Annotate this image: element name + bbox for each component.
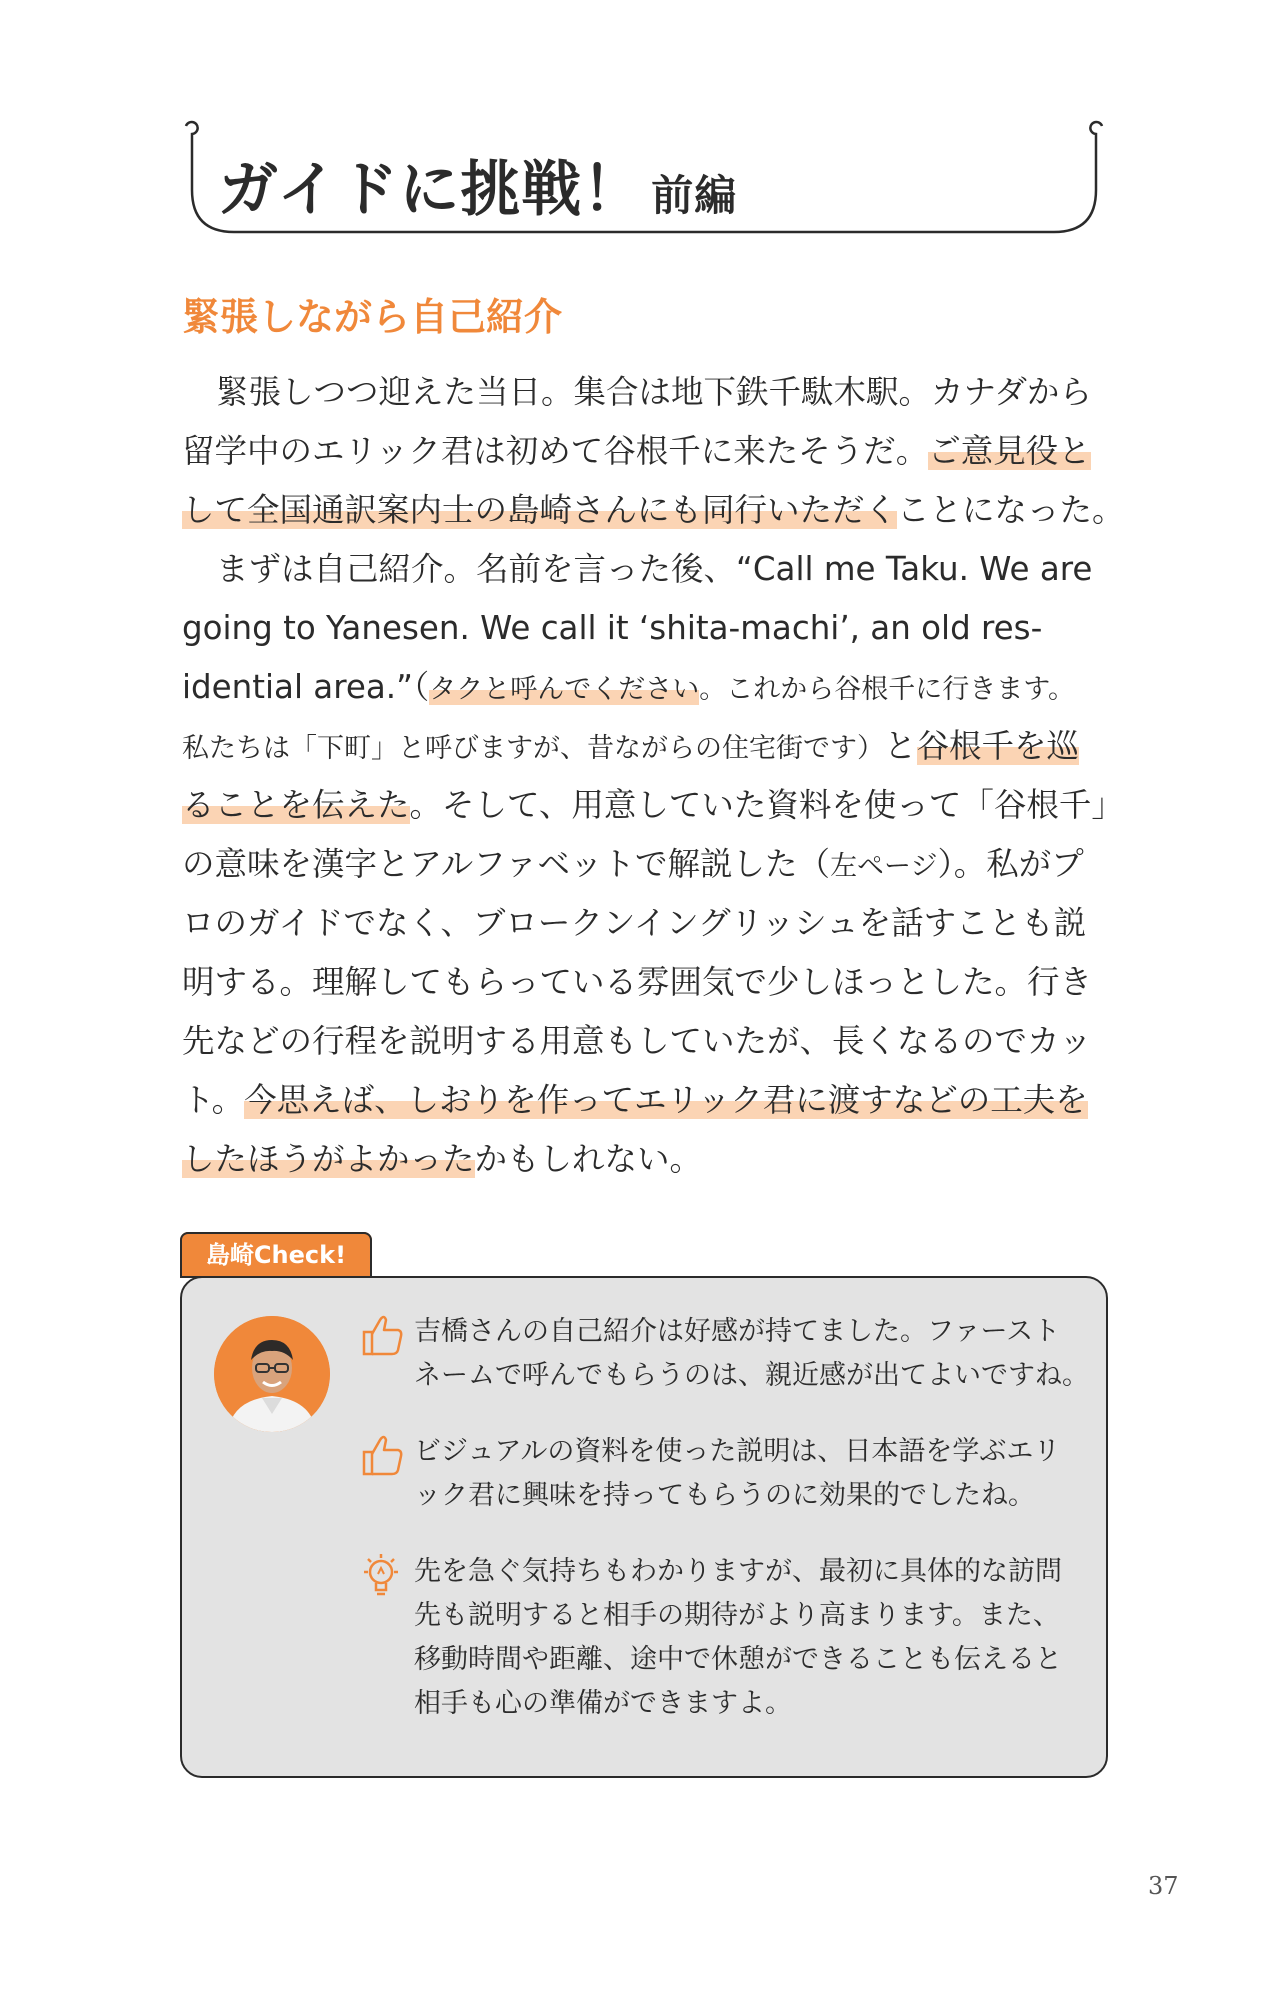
title-frame [178, 120, 1110, 238]
tip-text: 吉橋さんの自己紹介は好感が持てました。ファースト ネームで呼んでもらうのは、親近感が出てよいですね。 [414, 1316, 1089, 1391]
page-title-main: ガイドに挑戦！ [218, 155, 644, 225]
body-line: 明する。理解してもらっている雰囲気で少しほっとした。行き [182, 963, 1093, 1001]
lightbulb-icon [356, 1550, 406, 1600]
body-line: の意味を漢字とアルファベットで解説した（左ページ）。私がプ [182, 845, 1084, 883]
tip-text: ビジュアルの資料を使った説明は、日本語を学ぶエリ ック君に興味を持ってもらうのに効果的でしたね。 [414, 1436, 1061, 1511]
page-title [218, 142, 737, 228]
body-line: ロのガイドでなく、ブロークンイングリッシュを話すことも説 [182, 904, 1087, 942]
page-number: 37 [1148, 1872, 1179, 1900]
tip-text: 先を急ぐ気持ちもわかりますが、最初に具体的な訪問 先も説明すると相手の期待がより高まります。また、 移動時間や距離、途中で休憩ができることも伝えると 相手も心の準備ができますよ。 [414, 1556, 1062, 1719]
highlight: して全国通訳案内士の島崎さんにも同行いただく [182, 491, 898, 529]
body-line: したほうがよかったかもしれない。 [182, 1140, 703, 1178]
section-heading: 緊張しながら自己紹介 [182, 295, 563, 339]
person-portrait-icon [214, 1316, 330, 1432]
highlight: 谷根千を巡 [916, 727, 1080, 765]
body-line: 緊張しつつ迎えた当日。集合は地下鉄千駄木駅。カナダから [216, 373, 1092, 411]
highlight: 今思えば、しおりを作ってエリック君に渡すなどの工夫を [244, 1081, 1088, 1119]
body-line: まずは自己紹介。名前を言った後、“Call me Taku. We are [216, 550, 1093, 588]
body-line: 先などの行程を説明する用意もしていたが、長くなるのでカッ [182, 1022, 1092, 1060]
avatar [214, 1316, 330, 1432]
body-line: going to Yanesen. We call it ‘shita-machi’, an old res- [182, 609, 1043, 647]
body-line: ト。今思えば、しおりを作ってエリック君に渡すなどの工夫を [182, 1081, 1088, 1119]
thumbs-up-icon [356, 1310, 406, 1360]
body-line: して全国通訳案内士の島崎さんにも同行いただくことになった。 [182, 491, 1125, 529]
body-line: 私たちは「下町」と呼びますが、昔ながらの住宅街です）と谷根千を巡 [182, 727, 1080, 765]
check-label: 島崎Check! [180, 1232, 372, 1278]
thumbs-up-icon [356, 1430, 406, 1480]
highlight: ることを伝えた [182, 786, 410, 824]
page-title-sub: 前編 [651, 171, 738, 220]
highlight: ご意見役と [928, 432, 1091, 470]
highlight: したほうがよかった [182, 1140, 475, 1178]
body-line: 留学中のエリック君は初めて谷根千に来たそうだ。ご意見役と [182, 432, 1091, 470]
highlight: タクと呼んでください [429, 674, 700, 705]
body-line: idential area.”（タクと呼んでください。これから谷根千に行きます。 [182, 668, 1076, 706]
body-line: ることを伝えた。そして、用意していた資料を使って「谷根千」 [182, 786, 1124, 824]
